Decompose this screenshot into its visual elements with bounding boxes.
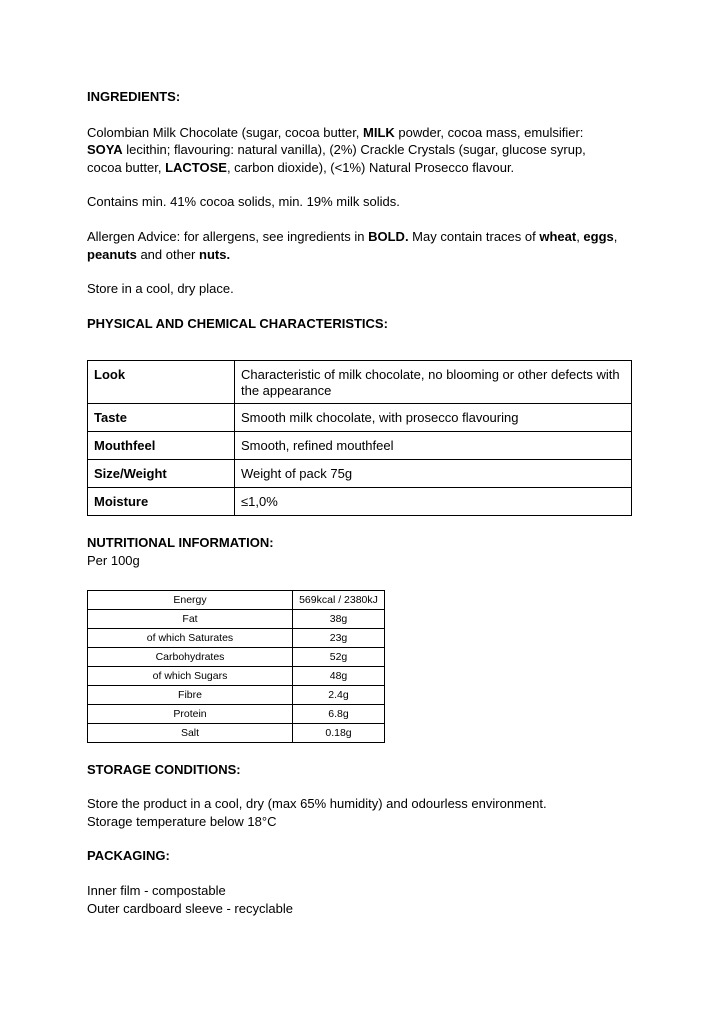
physical-label: Moisture (88, 488, 235, 516)
nutrient-name: Salt (88, 723, 293, 742)
allergen-advice-b: May contain traces of (408, 228, 540, 244)
nutrient-value: 6.8g (293, 704, 385, 723)
allergen-eggs: eggs (583, 228, 614, 244)
allergen-nuts: nuts. (199, 246, 231, 262)
table-row (88, 432, 632, 460)
physical-label: Look (88, 361, 235, 404)
allergen-bold-word: BOLD. (368, 228, 409, 244)
table-row (88, 666, 385, 685)
nutrient-name: of which Saturates (88, 628, 293, 647)
nutrient-value: 52g (293, 647, 385, 666)
nutrient-name: Carbohydrates (88, 647, 293, 666)
packaging-heading: PACKAGING: (87, 848, 170, 864)
physical-table (87, 360, 632, 516)
table-row (88, 404, 632, 432)
nutrient-value: 569kcal / 2380kJ (293, 590, 385, 609)
nutrient-name: of which Sugars (88, 666, 293, 685)
allergen-advice-a: Allergen Advice: for allergens, see ingredients in (87, 228, 369, 244)
physical-label: Size/Weight (88, 460, 235, 488)
ingredients-text (87, 124, 647, 177)
table-row (88, 590, 385, 609)
nutrient-name: Energy (88, 590, 293, 609)
table-row (88, 460, 632, 488)
allergen-advice-c: and other (136, 246, 199, 262)
table-row (88, 723, 385, 742)
allergen-sep2: , (613, 228, 618, 244)
allergen-advice (87, 228, 647, 263)
storage-line1: Store the product in a cool, dry (max 65% humidity) and odourless environment. (87, 796, 547, 812)
physical-value: Smooth milk chocolate, with prosecco flavouring (235, 404, 632, 432)
nutrient-value: 23g (293, 628, 385, 647)
table-row (88, 488, 632, 516)
packaging-line1: Inner film - compostable (87, 882, 226, 898)
allergen-wheat: wheat (539, 228, 577, 244)
table-row (88, 704, 385, 723)
ingredients-line2: lecithin; flavouring: natural vanilla), (2%) Crackle Crystals (sugar, glucose syrup, (122, 142, 586, 158)
packaging-line2: Outer cardboard sleeve - recyclable (87, 900, 293, 916)
physical-value: Characteristic of milk chocolate, no blooming or other defects with the appearance (235, 361, 632, 404)
nutrition-heading: NUTRITIONAL INFORMATION: (87, 535, 274, 551)
physical-value: Weight of pack 75g (235, 460, 632, 488)
physical-label: Mouthfeel (88, 432, 235, 460)
allergen-soya: SOYA (87, 142, 123, 158)
storage-line2: Storage temperature below 18°C (87, 813, 277, 829)
ingredients-line1-b: powder, cocoa mass, emulsifier: (394, 124, 584, 140)
physical-label: Taste (88, 404, 235, 432)
storage-heading: STORAGE CONDITIONS: (87, 761, 241, 777)
physical-heading: PHYSICAL AND CHEMICAL CHARACTERISTICS: (87, 315, 388, 331)
nutrient-name: Fat (88, 609, 293, 628)
allergen-peanuts: peanuts (87, 246, 137, 262)
ingredients-line3-a: cocoa butter, (87, 159, 166, 175)
allergen-sep: , (576, 228, 584, 244)
table-row (88, 647, 385, 666)
table-row (88, 609, 385, 628)
ingredients-line1-a: Colombian Milk Chocolate (sugar, cocoa butter, (87, 124, 364, 140)
table-row (88, 628, 385, 647)
physical-value: ≤1,0% (235, 488, 632, 516)
allergen-lactose: LACTOSE (165, 159, 227, 175)
nutrition-table (87, 590, 385, 743)
nutrient-value: 2.4g (293, 685, 385, 704)
spec-sheet (87, 88, 647, 917)
nutrient-name: Fibre (88, 685, 293, 704)
ingredients-heading: INGREDIENTS: (87, 89, 181, 104)
ingredients-line3-b: , carbon dioxide), (<1%) Natural Prosecco flavour. (226, 159, 515, 175)
nutrient-value: 0.18g (293, 723, 385, 742)
contains-text: Contains min. 41% cocoa solids, min. 19% milk solids. (87, 194, 400, 210)
table-row (88, 685, 385, 704)
physical-value: Smooth, refined mouthfeel (235, 432, 632, 460)
nutrition-per: Per 100g (87, 552, 140, 568)
nutrient-value: 48g (293, 666, 385, 685)
table-row (88, 361, 632, 404)
store-text: Store in a cool, dry place. (87, 281, 234, 297)
nutrient-name: Protein (88, 704, 293, 723)
nutrient-value: 38g (293, 609, 385, 628)
allergen-milk: MILK (363, 124, 395, 140)
